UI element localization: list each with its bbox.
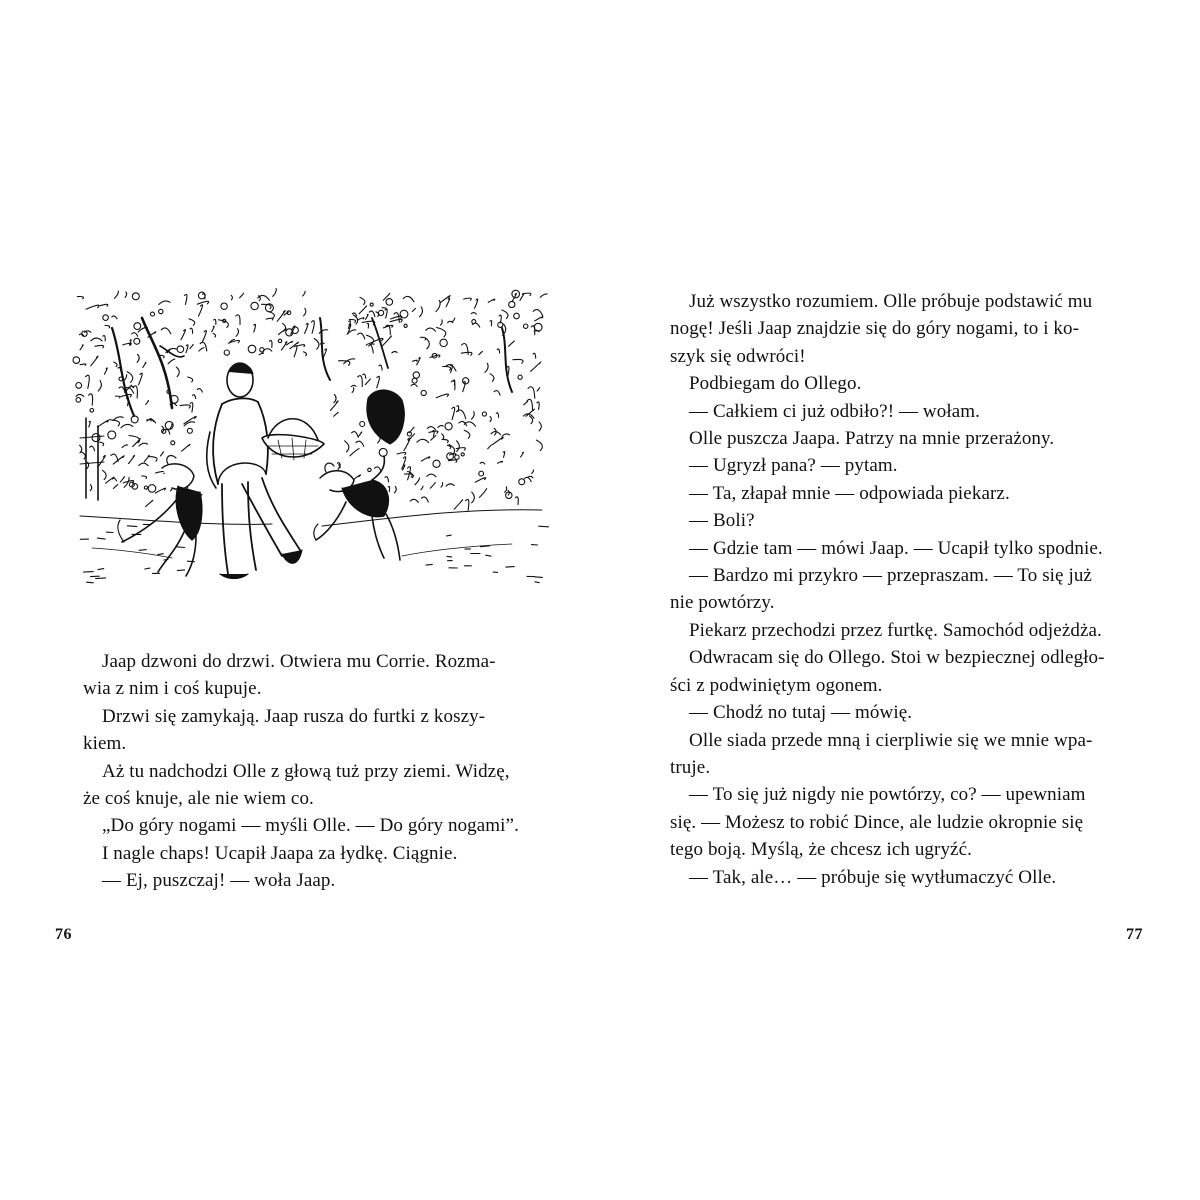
text-line: Odwracam się do Ollego. Stoi w bezpiecznej odległo- — [689, 647, 1105, 669]
text-line: Piekarz przechodzi przez furtkę. Samochód odjeżdża. — [689, 619, 1102, 641]
text-line: — To się już nigdy nie powtórzy, co? — upewniam — [689, 784, 1086, 806]
text-line: się. — Możesz to robić Dince, ale ludzie okropnie się — [670, 811, 1084, 833]
text-line: — Całkiem ci już odbiło?! — wołam. — [689, 400, 980, 422]
illustration — [72, 288, 550, 593]
page-number-right: 77 — [1126, 926, 1143, 943]
text-line: — Tak, ale… — próbuje się wytłumaczyć Olle. — [689, 866, 1057, 888]
text-line: truje. — [670, 756, 711, 778]
text-line: kiem. — [83, 733, 127, 755]
text-line: — Boli? — [689, 510, 755, 532]
text-line: Olle siada przede mną i cierpliwie się we mnie wpa- — [689, 729, 1093, 751]
text-line: ści z podwiniętym ogonem. — [670, 674, 883, 696]
text-line: wia z nim i coś kupuje. — [83, 678, 262, 700]
right-page — [600, 0, 1200, 1200]
text-line: Podbiegam do Ollego. — [689, 373, 862, 395]
text-line: szyk się odwróci! — [670, 345, 806, 367]
left-page-text — [83, 648, 523, 895]
text-line: Aż tu nadchodzi Olle z głową tuż przy ziemi. Widzę, — [102, 760, 510, 782]
text-line: Olle puszcza Jaapa. Patrzy na mnie przerażony. — [689, 428, 1055, 450]
text-line: — Gdzie tam — mówi Jaap. — Ucapił tylko spodnie. — [689, 537, 1103, 559]
text-line: Drzwi się zamykają. Jaap rusza do furtki z koszy- — [102, 705, 486, 727]
text-line: tego boją. Myślą, że chcesz ich ugryźć. — [670, 839, 972, 861]
text-line: nie powtórzy. — [670, 592, 775, 614]
text-line: — Bardzo mi przykro — przepraszam. — To się już — [689, 565, 1092, 587]
text-line: — Chodź no tutaj — mówię. — [689, 702, 913, 724]
text-line: Jaap dzwoni do drzwi. Otwiera mu Corrie. Rozma- — [102, 651, 496, 672]
text-line: „Do góry nogami — myśli Olle. — Do góry nogami”. — [102, 815, 519, 837]
text-line: — Ej, puszczaj! — woła Jaap. — [102, 870, 336, 892]
text-line: I nagle chaps! Ucapił Jaapa za łydkę. Ciągnie. — [102, 842, 458, 864]
text-line: Już wszystko rozumiem. Olle próbuje podstawić mu — [689, 291, 1093, 312]
right-page-text — [670, 288, 1120, 891]
pen-and-ink-illustration-icon — [72, 288, 550, 593]
text-line: nogę! Jeśli Jaap znajdzie się do góry nogami, to i ko- — [670, 318, 1080, 340]
text-line: — Ta, złapał mnie — odpowiada piekarz. — [689, 482, 1010, 504]
text-line: — Ugryzł pana? — pytam. — [689, 455, 898, 477]
page-number-left: 76 — [55, 926, 72, 943]
text-line: że coś knuje, ale nie wiem co. — [83, 788, 314, 810]
